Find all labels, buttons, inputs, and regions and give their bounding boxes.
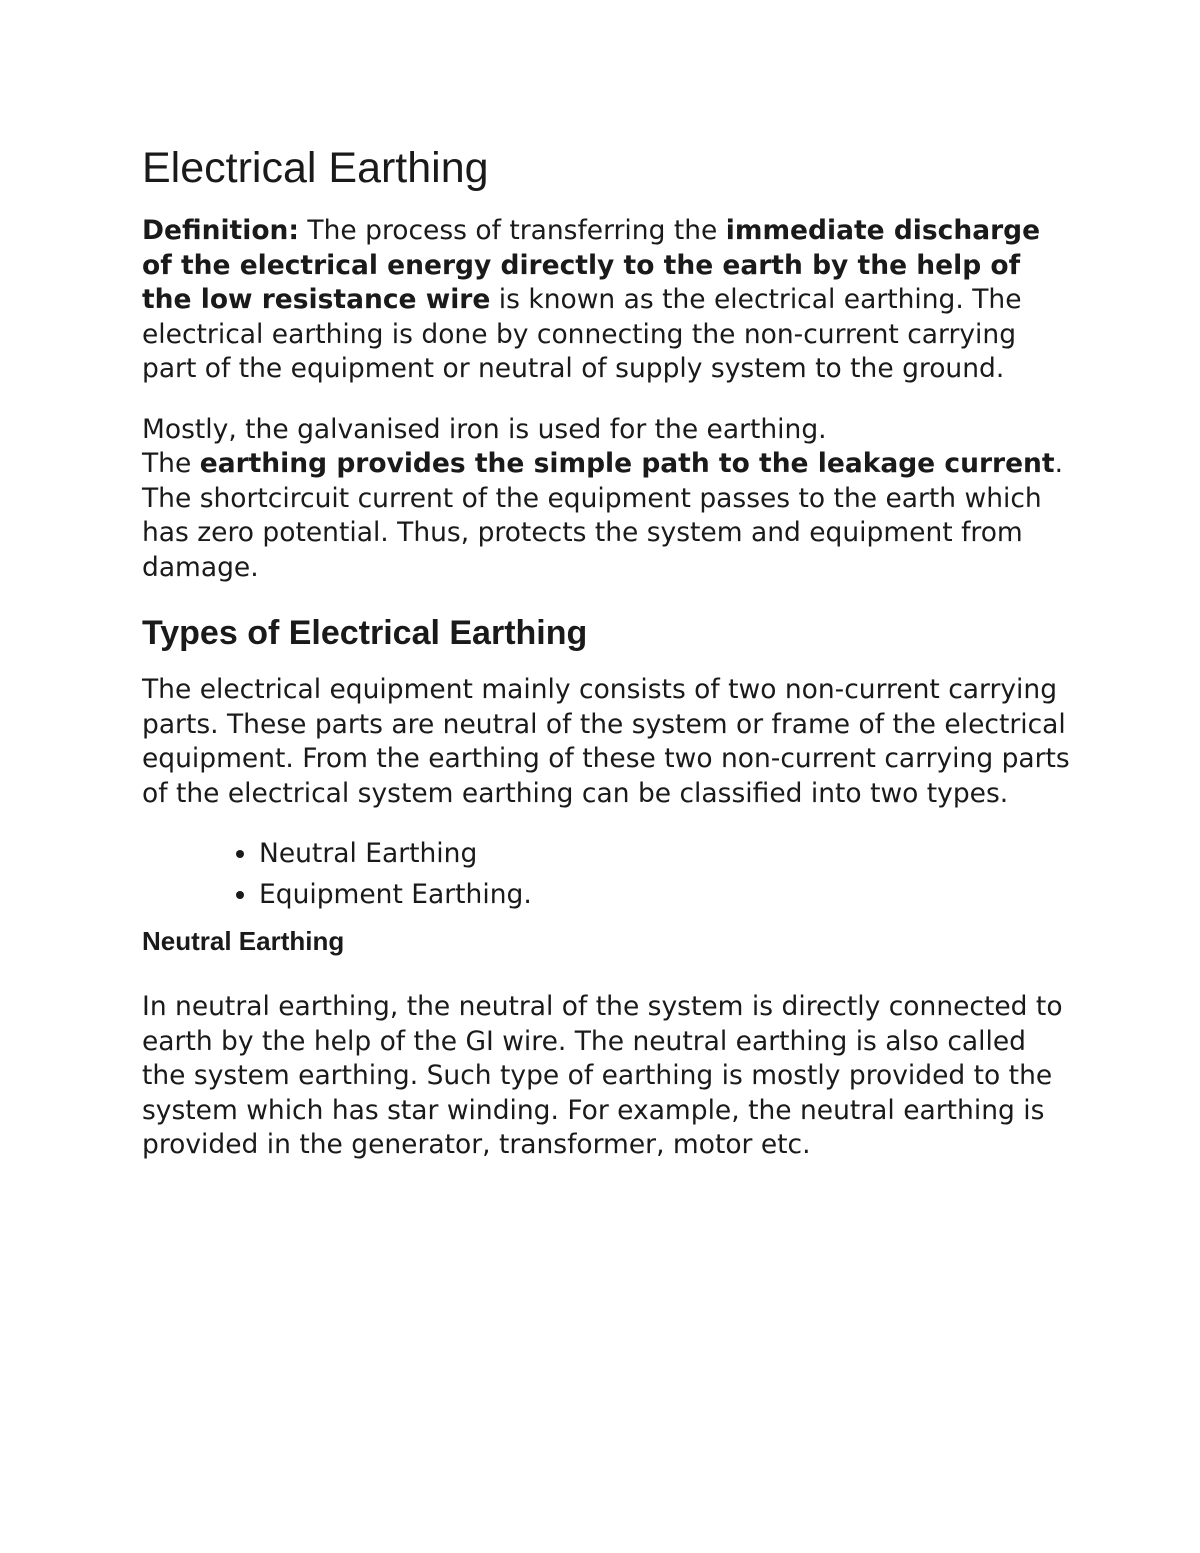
galvanised-iron-paragraph <box>142 413 1072 586</box>
list-item-neutral-earthing: • Neutral Earthing <box>259 837 1072 872</box>
earthing-path-text-2: . The shortcircuit current of the equipment passes to the earth which has zero potential. Thus, protects the system and equipment from damage. <box>142 448 1064 583</box>
earthing-path-text-1: The <box>142 448 200 479</box>
page-title: Electrical Earthing <box>142 144 489 192</box>
types-list <box>142 837 1072 912</box>
definition-text-1: The process of transferring the <box>298 215 726 246</box>
definition-label: Definition: <box>142 215 299 246</box>
list-item-equipment-earthing: • Equipment Earthing. <box>259 878 1072 913</box>
galvanised-iron-line: Mostly, the galvanised iron is used for the earthing. <box>142 413 827 445</box>
types-paragraph: The electrical equipment mainly consists of two non-current carrying parts. These parts are neutral of the system or frame of the electrical equipment. From the earthing of these two non-current carrying parts of the electrical system earthing can be classified into two types. <box>142 674 1070 809</box>
definition-text-2: is known as the electrical earthing. The electrical earthing is done by connecting the non-current carrying part of the equipment or neutral of supply system to the ground. <box>142 284 1022 384</box>
earthing-path-bold-text: earthing provides the simple path to the leakage current <box>199 448 1055 479</box>
types-heading: Types of Electrical Earthing <box>142 614 588 652</box>
neutral-earthing-heading: Neutral Earthing <box>142 926 345 956</box>
document-body <box>142 140 1072 1189</box>
neutral-earthing-paragraph: In neutral earthing, the neutral of the system is directly connected to earth by the help of the GI wire. The neutral earthing is also called the system earthing. Such type of earthing is mostly provided to the system which has star winding. For example, the neutral earthing is provided in the generator, transformer, motor etc. <box>142 991 1063 1160</box>
definition-bold-text: immediate discharge of the electrical energy directly to the earth by the help of the low resistance wire <box>142 215 1041 315</box>
definition-paragraph <box>142 214 1072 387</box>
